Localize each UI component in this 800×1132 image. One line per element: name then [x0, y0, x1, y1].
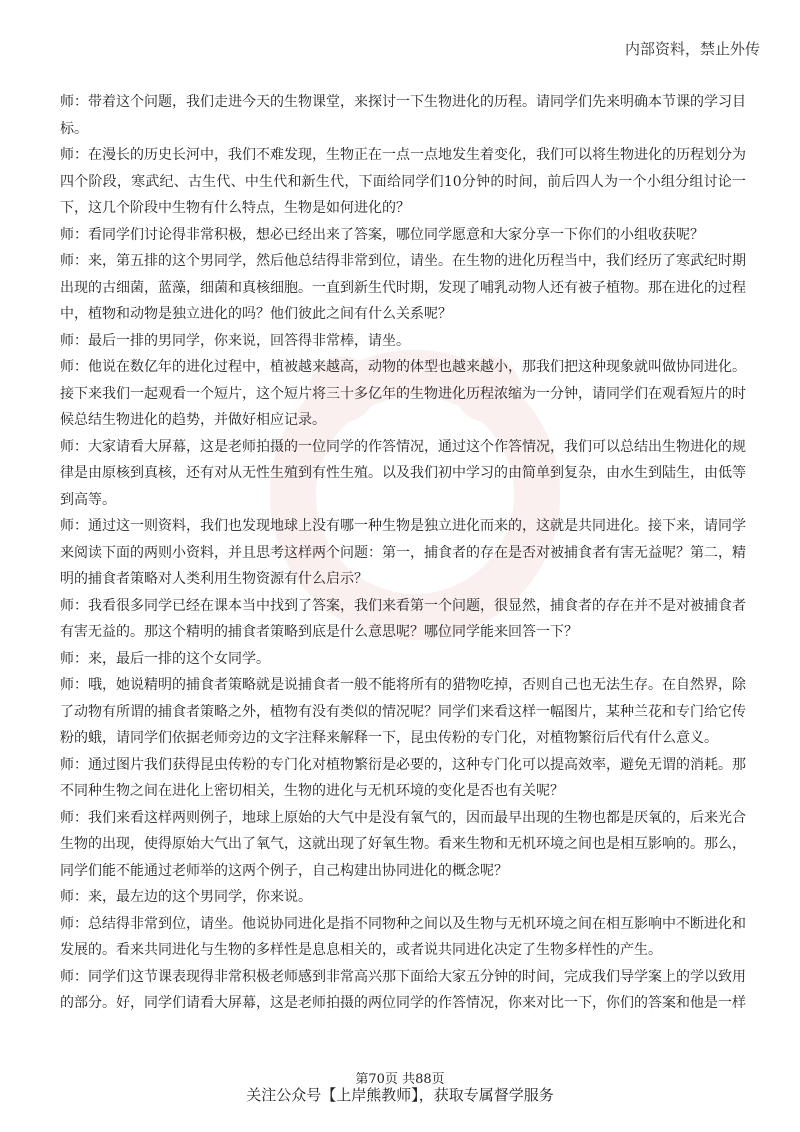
transcript-paragraph: 师：带着这个问题，我们走进今天的生物课堂，来探讨一下生物进化的历程。请同学们先来明确本节课的学习目标。 — [60, 94, 746, 137]
transcript-paragraph: 师：大家请看大屏幕，这是老师拍摄的一位同学的作答情况，通过这个作答情况，我们可以总结出生物进化的规律是由原核到真核，还有对从无性生殖到有性生殖。以及我们初中学习的由简单到复杂，由水生到陆生，由低等到高等。 — [60, 438, 746, 508]
page-number: 第70页 共88页 — [355, 1072, 445, 1087]
transcript-paragraph: 师：同学们这节课表现得非常积极老师感到非常高兴那下面给大家五分钟的时间，完成我们导学案上的学以致用的部分。好，同学们请看大屏幕，这是老师拍摄的两位同学的作答情况，你来对比一下，你们的答案和他是一样 — [60, 968, 746, 1011]
transcript-paragraph: 师：总结得非常到位，请坐。他说协同进化是指不同物种之间以及生物与无机环境之间在相互影响中不断进化和发展的。看来共同进化与生物的多样性是息息相关的，或者说共同进化决定了生物多样性的产生。 — [60, 915, 746, 958]
transcript-paragraph: 师：我看很多同学已经在课本当中找到了答案，我们来看第一个问题，很显然，捕食者的存在并不是对被捕食者有害无益的。那这个精明的捕食者策略到底是什么意思呢？哪位同学能来回答一下？ — [60, 597, 746, 640]
confidential-note: 内部资料，禁止外传 — [624, 40, 760, 58]
transcript-paragraph: 师：通过图片我们获得昆虫传粉的专门化对植物繁衍是必要的，这种专门化可以提高效率，避免无谓的消耗。那不同种生物之间在进化上密切相关，生物的进化与无机环境的变化是否也有关呢？ — [60, 756, 746, 799]
lesson-transcript — [60, 89, 746, 1017]
transcript-paragraph: 师：来，最左边的这个男同学，你来说。 — [60, 889, 312, 905]
transcript-paragraph: 师：我们来看这样两则例子，地球上原始的大气中是没有氧气的，因而最早出现的生物也都是厌氧的，后来光合生物的出现，使得原始大气出了氧气，这就出现了好氧生物。看来生物和无机环境之间也是相互影响的。那么，同学们能不能通过老师举的这两个例子，自己构建出协同进化的概念呢？ — [60, 809, 746, 879]
transcript-paragraph: 师：通过这一则资料，我们也发现地球上没有哪一种生物是独立进化而来的，这就是共同进化。接下来，请同学来阅读下面的两则小资料，并且思考这样两个问题：第一，捕食者的存在是否对被捕食者有害无益呢？第二，精明的捕食者策略对人类利用生物资源有什么启示？ — [60, 518, 746, 587]
transcript-paragraph: 师：哦，她说精明的捕食者策略就是说捕食者一般不能将所有的猎物吃掉，否则自己也无法生存。在自然界，除了动物有所谓的捕食者策略之外，植物有没有类似的情况呢？同学们来看这样一幅图片，某种兰花和专门给它传粉的蛾，请同学们依据老师旁边的文字注释来解释一下，昆虫传粉的专门化，对植物繁衍后代有什么意义。 — [60, 677, 746, 746]
transcript-paragraph: 师：他说在数亿年的进化过程中，植被越来越高，动物的体型也越来越小，那我们把这种现象就叫做协同进化。接下来我们一起观看一个短片，这个短片将三十多亿年的生物进化历程浓缩为一分钟，请同学们在观看短片的时候总结生物进化的趋势，并做好相应记录。 — [60, 359, 746, 428]
transcript-paragraph: 师：来，最后一排的这个女同学。 — [60, 650, 270, 667]
transcript-paragraph: 师：来，第五排的这个男同学，然后他总结得非常到位，请坐。在生物的进化历程当中，我们经历了寒武纪时期出现的古细菌，蓝藻，细菌和真核细胞。一直到新生代时期，发现了哺乳动物人还有被子植物。那在进化的过程中，植物和动物是独立进化的吗？他们彼此之间有什么关系呢？ — [60, 253, 746, 322]
transcript-paragraph: 师：在漫长的历史长河中，我们不难发现，生物正在一点一点地发生着变化，我们可以将生物进化的历程划分为四个阶段，寒武纪、古生代、中生代和新生代，下面给同学们10分钟的时间，前后四人为一个小组分组讨论一下，这几个阶段中生物有什么特点，生物是如何进化的？ — [60, 147, 746, 216]
transcript-paragraph: 师：最后一排的男同学，你来说，回答得非常棒，请坐。 — [60, 332, 410, 349]
footer-promo: 关注公众号【上岸熊教师】，获取专属督学服务 — [246, 1086, 554, 1104]
transcript-paragraph: 师：看同学们讨论得非常积极，想必已经出来了答案，哪位同学愿意和大家分享一下你们的小组收获呢？ — [60, 226, 704, 243]
